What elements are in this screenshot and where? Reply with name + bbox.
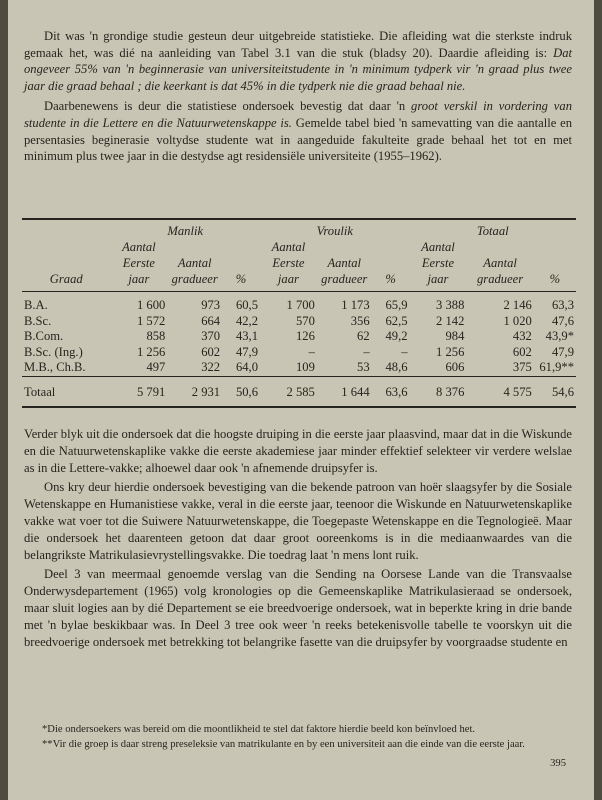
group-totaal: Totaal [476, 224, 509, 238]
footnote-2: **Vir die groep is daar streng preseleksie van matrikulante en by een universiteit aan die einde van die eerste jaar. [42, 739, 525, 750]
col-t-pct: % [534, 239, 576, 292]
paragraph-intro: Dit was 'n grondige studie gesteun deur uitgebreide statistieke. Die afleiding wat die sterkste indruk gemaak het, was dié na aanleiding van Tabel 3.1 van die stuk (bladsy 20). Daardie afleiding is: Dat ongeveer 55% van 'n beginnerasie van universiteitstudente in 'n minimum tydperk vir 'n graad plus twee jaar die graad behaal ; die keerkant is dat 45% in die tydperk nie die graad behaal nie. [24, 29, 572, 93]
group-vroulik: Vroulik [316, 224, 353, 238]
table-row: M.B., Ch.B. 497 322 64,0 109 53 48,6 606 375 61,9** [24, 360, 574, 374]
paragraph-difference: Daarbenewens is deur die statistiese ondersoek bevestig dat daar 'n groot verskil in vordering van studente in die Lettere en die Natuurwetenskappe is. Gemelde tabel bied 'n samevatting van die aantalle en persentasies beginerasie voltydse studente wat in aangeduide fakulteite grade behaal het tot en met minimum plus twee jaar in die destydse agt residensiële universiteite (1955–1962). [24, 99, 572, 164]
col-m-eerste-jaar: Aantal Eerste jaar [110, 239, 167, 292]
page-number: 395 [550, 758, 566, 769]
col-t-eerste-jaar: Aantal Eerste jaar [410, 239, 467, 292]
paragraph-patroon: Ons kry deur hierdie ondersoek bevestiging van die bekende patroon van hoër slaagsyfer by die Sosiale Wetenskappe en Humanistiese vakke, veral in die eerste jaar, teenoor die Wiskunde en Natuurwetenskaplike vakke wat voer tot die Suiwere Natuurwetenskappe, die Toegepaste Wetenskappe en die Tegnologieë. Maar die ondersoek het daarenteen getoon dat daar groot ooreenkoms is in die mediaanwaardes van die belangrikste Matrikulasievrystellingsvakke. Die toedrag laat 'n mens lont ruik. [24, 480, 572, 562]
col-graad: Graad [22, 239, 110, 292]
table-row: B.A. 1 600 973 60,5 1 700 1 173 65,9 3 388 2 146 63,3 [24, 298, 574, 312]
table-row: B.Sc. 1 572 664 42,2 570 356 62,5 2 142 1 020 47,6 [24, 313, 574, 328]
col-v-graduer: Aantal gradueer [317, 239, 372, 292]
col-v-pct: % [372, 239, 410, 292]
col-m-pct: % [222, 239, 260, 292]
italic-difference: groot verskil in vordering van studente in die Lettere en die Natuurwetenskappe is. [24, 99, 572, 130]
body-text [24, 426, 572, 650]
table-row: B.Sc. (Ing.) 1 256 602 47,9 – – – 1 256 602 47,9 [24, 344, 574, 359]
book-page [8, 0, 594, 800]
col-m-graduer: Aantal gradueer [167, 239, 222, 292]
footnotes [24, 722, 572, 752]
group-manlik: Manlik [167, 224, 204, 238]
paragraph-deel3: Deel 3 van meermaal genoemde verslag van die Sending na Oorsese Lande van die Transvaalse Onderwysdepartement (1965) volg kronologies op die Gemeenskaplike Matrikulasieraad se ondersoek, maar sluit logies aan by dié Departement se eie breedvoerige ondersoek, wat in beperkte kring in drie bande met 'n bylae beskikbaar was. In Deel 3 tree ook weer 'n reeks betekenisvolle tabelle te voorskyn uit die breedvoerige ondersoek met betrekking tot belangrike fasette van die druipsyfer by voorgraadse studente en [24, 567, 572, 649]
paragraph-druiping: Verder blyk uit die ondersoek dat die hoogste druiping in die eerste jaar plaasvind, maar dat in die Wiskunde en die Natuurwetenskaplike vakke die eerste akademiese jaar minder effektief selekteer vir verdere welslae as in die Lettere-vakke; alhoewel daar ook 'n afnemende druipsyfer is. [24, 427, 572, 475]
table-row: B.Com. 858 370 43,1 126 62 49,2 984 432 43,9* [24, 329, 574, 343]
statistics-table [22, 218, 576, 408]
intro-text [24, 28, 572, 165]
italic-conclusion: Dat ongeveer 55% van 'n beginnerasie van universiteitstudente in 'n minimum tydperk vir 'n graad plus twee jaar die graad behaal ; die keerkant is dat 45% in die tydperk nie die graad behaal nie. [24, 45, 572, 93]
col-t-graduer: Aantal gradueer [466, 239, 533, 292]
col-v-eerste-jaar: Aantal Eerste jaar [260, 239, 317, 292]
table-bottom-rule [22, 406, 576, 408]
table-total-row: Totaal 5 791 2 931 50,6 2 585 1 644 63,6 8 376 4 575 54,6 [22, 376, 576, 406]
footnote-1: *Die ondersoekers was bereid om die moontlikheid te stel dat faktore hierdie beeld kon beïnvloed het. [42, 724, 476, 735]
